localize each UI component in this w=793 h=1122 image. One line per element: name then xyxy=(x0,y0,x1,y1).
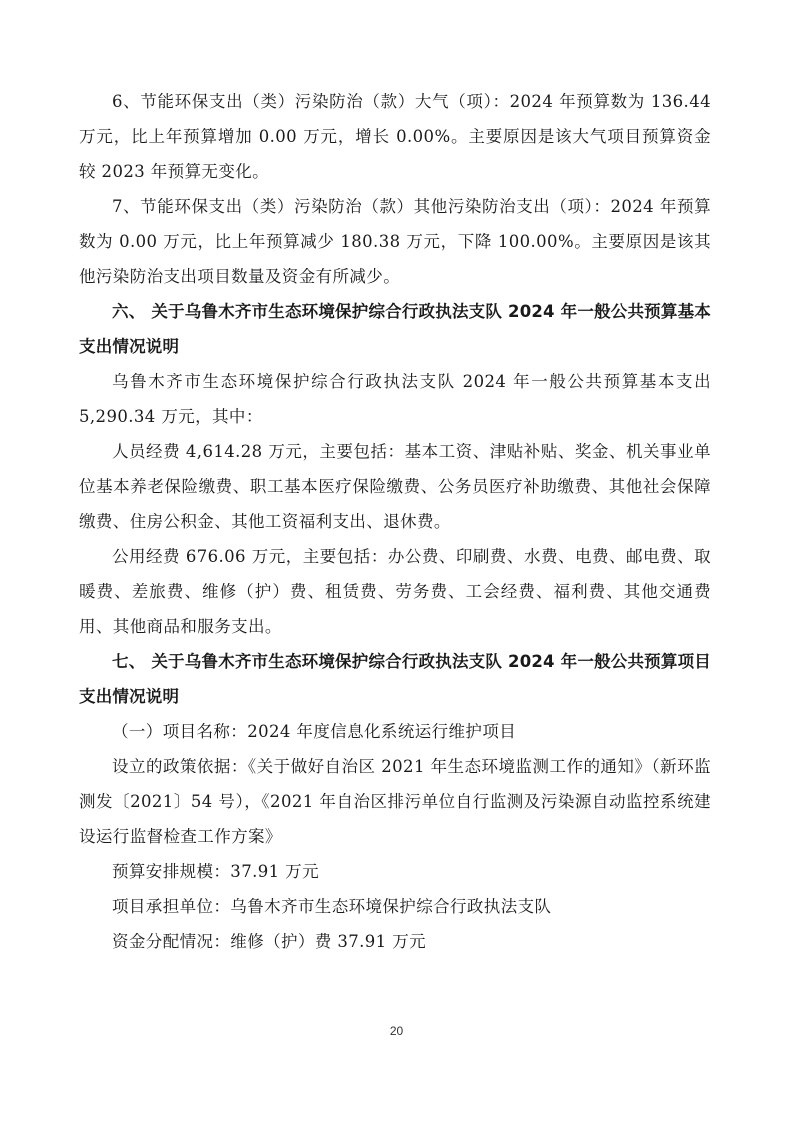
section-heading-seven: 七、 关于乌鲁木齐市生态环境保护综合行政执法支队 2024 年一般公共预算项目支出情况说明 xyxy=(79,652,711,706)
paragraph-fund-allocation: 资金分配情况：维修（护）费 37.91 万元 xyxy=(112,932,427,951)
paragraph-public-cost: 公用经费 676.06 万元，主要包括：办公费、印刷费、水费、电费、邮电费、取暖费、差旅费、维修（护）费、租赁费、劳务费、工会经费、福利费、其他交通费用、其他商品和服务支出。 xyxy=(79,547,711,636)
paragraph-project-name: （一）项目名称：2024 年度信息化系统运行维护项目 xyxy=(112,722,517,741)
paragraph-policy-basis: 设立的政策依据：《关于做好自治区 2021 年生态环境监测工作的通知》（新环监测发〔2021〕54 号），《2021 年自治区排污单位自行监测及污染源自动监控系统建设运行监督检查工作方案》 xyxy=(79,757,711,846)
paragraph-budget-scale: 预算安排规模：37.91 万元 xyxy=(112,862,319,881)
paragraph-energy-other-pollution: 7、节能环保支出（类）污染防治（款）其他污染防治支出（项）：2024 年预算数为 0.00 万元，比上年预算减少 180.38 万元，下降 100.00%。主要原因是该其他污染防治支出项目数量及资金有所减少。 xyxy=(79,197,711,286)
page-number: 20 xyxy=(389,1024,404,1038)
paragraph-energy-air: 6、节能环保支出（类）污染防治（款）大气（项）：2024 年预算数为 136.44 万元，比上年预算增加 0.00 万元，增长 0.00%。主要原因是该大气项目预算资金较 2023 年预算无变化。 xyxy=(79,92,711,181)
document-page xyxy=(79,84,711,959)
section-heading-six: 六、 关于乌鲁木齐市生态环境保护综合行政执法支队 2024 年一般公共预算基本支出情况说明 xyxy=(79,302,711,356)
paragraph-project-unit: 项目承担单位：乌鲁木齐市生态环境保护综合行政执法支队 xyxy=(112,897,552,916)
paragraph-basic-expenditure: 乌鲁木齐市生态环境保护综合行政执法支队 2024 年一般公共预算基本支出 5,290.34 万元，其中： xyxy=(79,372,711,426)
paragraph-personnel-cost: 人员经费 4,614.28 万元，主要包括：基本工资、津贴补贴、奖金、机关事业单位基本养老保险缴费、职工基本医疗保险缴费、公务员医疗补助缴费、其他社会保障缴费、住房公积金、其他工资福利支出、退休费。 xyxy=(79,442,711,531)
